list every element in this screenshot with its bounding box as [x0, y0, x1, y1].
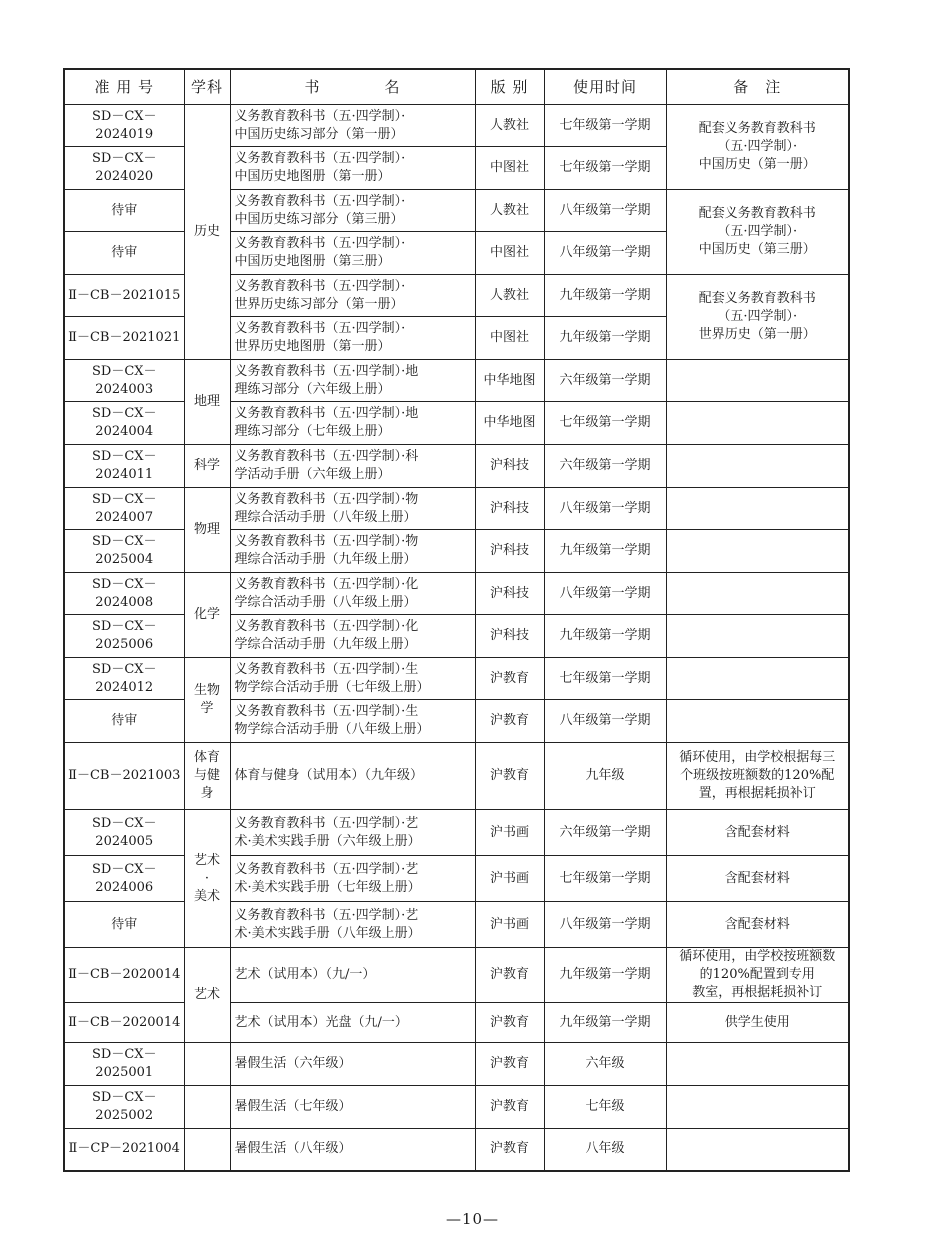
- remark-cell: [666, 700, 849, 743]
- remark-cell: 含配套材料: [666, 810, 849, 856]
- publisher-cell: 人教社: [475, 190, 544, 232]
- usage-period-cell: 七年级第一学期: [544, 147, 666, 190]
- book-title-cell: 义务教育教科书（五·四学制）·化 学综合活动手册（八年级上册）: [230, 573, 475, 615]
- table-row: [64, 1086, 849, 1129]
- subject-cell: [184, 1043, 230, 1086]
- subject-cell: 物理: [184, 488, 230, 573]
- remark-cell: [666, 573, 849, 615]
- approval-code-cell: 待审: [64, 190, 184, 232]
- book-title-cell: 义务教育教科书（五·四学制）· 中国历史练习部分（第一册）: [230, 105, 475, 147]
- subject-cell: 化学: [184, 573, 230, 658]
- usage-period-cell: 八年级: [544, 1129, 666, 1171]
- book-title-cell: 体育与健身（试用本）（九年级）: [230, 743, 475, 810]
- table-row: [64, 743, 849, 810]
- remark-cell: [666, 530, 849, 573]
- approval-code-cell: SD－CX－2025002: [64, 1086, 184, 1129]
- approval-code-cell: SD－CX－2024019: [64, 105, 184, 147]
- book-title-cell: 义务教育教科书（五·四学制）· 中国历史地图册（第一册）: [230, 147, 475, 190]
- usage-period-cell: 九年级第一学期: [544, 530, 666, 573]
- table-row: [64, 856, 849, 902]
- table-row: [64, 105, 849, 147]
- publisher-cell: 沪教育: [475, 743, 544, 810]
- book-title-cell: 义务教育教科书（五·四学制）·科 学活动手册（六年级上册）: [230, 445, 475, 488]
- approval-code-cell: Ⅱ－CB－2021015: [64, 275, 184, 317]
- publisher-cell: 中图社: [475, 317, 544, 360]
- publisher-cell: 沪书画: [475, 856, 544, 902]
- approval-code-cell: SD－CX－2024012: [64, 658, 184, 700]
- approval-code-cell: SD－CX－2024020: [64, 147, 184, 190]
- usage-period-cell: 七年级: [544, 1086, 666, 1129]
- publisher-cell: 沪书画: [475, 810, 544, 856]
- publisher-cell: 中图社: [475, 232, 544, 275]
- publisher-cell: 沪教育: [475, 658, 544, 700]
- table-row: [64, 615, 849, 658]
- publisher-cell: 沪科技: [475, 573, 544, 615]
- approval-code-cell: 待审: [64, 700, 184, 743]
- approval-code-cell: SD－CX－2024004: [64, 402, 184, 445]
- usage-period-cell: 六年级: [544, 1043, 666, 1086]
- publisher-cell: 沪书画: [475, 902, 544, 948]
- approval-code-cell: SD－CX－2025004: [64, 530, 184, 573]
- approval-code-cell: SD－CX－2024006: [64, 856, 184, 902]
- book-title-cell: 义务教育教科书（五·四学制）·艺 术·美术实践手册（七年级上册）: [230, 856, 475, 902]
- usage-period-cell: 八年级第一学期: [544, 700, 666, 743]
- subject-cell: 历史: [184, 105, 230, 360]
- approval-code-cell: SD－CX－2024008: [64, 573, 184, 615]
- approval-code-cell: Ⅱ－CB－2021021: [64, 317, 184, 360]
- publisher-cell: 中图社: [475, 147, 544, 190]
- subject-cell: 艺术: [184, 948, 230, 1043]
- remark-cell: 配套义务教育教科书 （五·四学制）· 世界历史（第一册）: [666, 275, 849, 360]
- publisher-cell: 沪教育: [475, 1129, 544, 1171]
- approval-code-cell: SD－CX－2024011: [64, 445, 184, 488]
- remark-cell: [666, 402, 849, 445]
- approval-code-cell: 待审: [64, 902, 184, 948]
- usage-period-cell: 六年级第一学期: [544, 810, 666, 856]
- table-row: [64, 190, 849, 232]
- table-row: [64, 700, 849, 743]
- approval-code-cell: Ⅱ－CB－2021003: [64, 743, 184, 810]
- header-note: 备 注: [666, 69, 849, 105]
- publisher-cell: 沪教育: [475, 1086, 544, 1129]
- subject-cell: 科学: [184, 445, 230, 488]
- approval-code-cell: Ⅱ－CB－2020014: [64, 1003, 184, 1043]
- table-row: [64, 530, 849, 573]
- usage-period-cell: 七年级第一学期: [544, 402, 666, 445]
- table-row: [64, 488, 849, 530]
- book-title-cell: 艺术（试用本）（九/一）: [230, 948, 475, 1003]
- usage-period-cell: 九年级第一学期: [544, 615, 666, 658]
- publisher-cell: 人教社: [475, 275, 544, 317]
- usage-period-cell: 九年级第一学期: [544, 948, 666, 1003]
- book-title-cell: 义务教育教科书（五·四学制）· 世界历史地图册（第一册）: [230, 317, 475, 360]
- table-row: [64, 810, 849, 856]
- textbook-catalog-table: [63, 68, 850, 1172]
- book-title-cell: 暑假生活（八年级）: [230, 1129, 475, 1171]
- usage-period-cell: 八年级第一学期: [544, 488, 666, 530]
- book-title-cell: 暑假生活（六年级）: [230, 1043, 475, 1086]
- subject-cell: [184, 1086, 230, 1129]
- book-title-cell: 义务教育教科书（五·四学制）·艺 术·美术实践手册（六年级上册）: [230, 810, 475, 856]
- publisher-cell: 人教社: [475, 105, 544, 147]
- remark-cell: 配套义务教育教科书 （五·四学制）· 中国历史（第三册）: [666, 190, 849, 275]
- remark-cell: [666, 445, 849, 488]
- publisher-cell: 中华地图: [475, 360, 544, 402]
- remark-cell: [666, 1086, 849, 1129]
- book-title-cell: 义务教育教科书（五·四学制）·化 学综合活动手册（九年级上册）: [230, 615, 475, 658]
- usage-period-cell: 八年级第一学期: [544, 190, 666, 232]
- table-row: [64, 1129, 849, 1171]
- subject-cell: 生物 学: [184, 658, 230, 743]
- header-subject: 学科: [184, 69, 230, 105]
- book-title-cell: 暑假生活（七年级）: [230, 1086, 475, 1129]
- book-title-cell: 义务教育教科书（五·四学制）·物 理综合活动手册（九年级上册）: [230, 530, 475, 573]
- header-edition: 版 别: [475, 69, 544, 105]
- remark-cell: 含配套材料: [666, 902, 849, 948]
- header-usage: 使用时间: [544, 69, 666, 105]
- table-row: [64, 445, 849, 488]
- remark-cell: 循环使用，由学校按班额数 的120%配置到专用 教室，再根据耗损补订: [666, 948, 849, 1003]
- table-row: [64, 573, 849, 615]
- table-row: [64, 902, 849, 948]
- publisher-cell: 沪教育: [475, 700, 544, 743]
- remark-cell: [666, 615, 849, 658]
- remark-cell: [666, 658, 849, 700]
- subject-cell: [184, 1129, 230, 1171]
- usage-period-cell: 八年级第一学期: [544, 573, 666, 615]
- usage-period-cell: 七年级第一学期: [544, 856, 666, 902]
- usage-period-cell: 六年级第一学期: [544, 445, 666, 488]
- table-row: [64, 402, 849, 445]
- remark-cell: [666, 488, 849, 530]
- usage-period-cell: 八年级第一学期: [544, 902, 666, 948]
- approval-code-cell: 待审: [64, 232, 184, 275]
- usage-period-cell: 九年级: [544, 743, 666, 810]
- subject-cell: 地理: [184, 360, 230, 445]
- table-row: [64, 1043, 849, 1086]
- header-title: 书 名: [230, 69, 475, 105]
- usage-period-cell: 七年级第一学期: [544, 658, 666, 700]
- remark-cell: [666, 1129, 849, 1171]
- publisher-cell: 沪教育: [475, 1003, 544, 1043]
- remark-cell: 配套义务教育教科书 （五·四学制）· 中国历史（第一册）: [666, 105, 849, 190]
- approval-code-cell: SD－CX－2024005: [64, 810, 184, 856]
- publisher-cell: 沪科技: [475, 445, 544, 488]
- book-title-cell: 义务教育教科书（五·四学制）· 世界历史练习部分（第一册）: [230, 275, 475, 317]
- table-body: [64, 105, 849, 1171]
- usage-period-cell: 九年级第一学期: [544, 275, 666, 317]
- table-row: [64, 1003, 849, 1043]
- remark-cell: 供学生使用: [666, 1003, 849, 1043]
- usage-period-cell: 九年级第一学期: [544, 317, 666, 360]
- page-number: —10—: [445, 1210, 500, 1228]
- table-row: [64, 658, 849, 700]
- header-code: 准 用 号: [64, 69, 184, 105]
- book-title-cell: 艺术（试用本）光盘（九/一）: [230, 1003, 475, 1043]
- approval-code-cell: SD－CX－2025006: [64, 615, 184, 658]
- publisher-cell: 中华地图: [475, 402, 544, 445]
- approval-code-cell: Ⅱ－CP－2021004: [64, 1129, 184, 1171]
- approval-code-cell: SD－CX－2024007: [64, 488, 184, 530]
- book-title-cell: 义务教育教科书（五·四学制）·生 物学综合活动手册（八年级上册）: [230, 700, 475, 743]
- approval-code-cell: SD－CX－2024003: [64, 360, 184, 402]
- publisher-cell: 沪科技: [475, 615, 544, 658]
- book-title-cell: 义务教育教科书（五·四学制）· 中国历史练习部分（第三册）: [230, 190, 475, 232]
- remark-cell: 含配套材料: [666, 856, 849, 902]
- usage-period-cell: 九年级第一学期: [544, 1003, 666, 1043]
- publisher-cell: 沪科技: [475, 488, 544, 530]
- book-title-cell: 义务教育教科书（五·四学制）·艺 术·美术实践手册（八年级上册）: [230, 902, 475, 948]
- table-row: [64, 275, 849, 317]
- table-row: [64, 948, 849, 1003]
- table-row: [64, 360, 849, 402]
- remark-cell: [666, 360, 849, 402]
- usage-period-cell: 七年级第一学期: [544, 105, 666, 147]
- usage-period-cell: 六年级第一学期: [544, 360, 666, 402]
- publisher-cell: 沪教育: [475, 1043, 544, 1086]
- book-title-cell: 义务教育教科书（五·四学制）· 中国历史地图册（第三册）: [230, 232, 475, 275]
- header-row: [64, 69, 849, 105]
- book-title-cell: 义务教育教科书（五·四学制）·地 理练习部分（七年级上册）: [230, 402, 475, 445]
- book-title-cell: 义务教育教科书（五·四学制）·生 物学综合活动手册（七年级上册）: [230, 658, 475, 700]
- remark-cell: [666, 1043, 849, 1086]
- book-title-cell: 义务教育教科书（五·四学制）·地 理练习部分（六年级上册）: [230, 360, 475, 402]
- remark-cell: 循环使用，由学校根据每三 个班级按班额数的120%配 置，再根据耗损补订: [666, 743, 849, 810]
- subject-cell: 体育 与健 身: [184, 743, 230, 810]
- approval-code-cell: SD－CX－2025001: [64, 1043, 184, 1086]
- publisher-cell: 沪科技: [475, 530, 544, 573]
- publisher-cell: 沪教育: [475, 948, 544, 1003]
- book-title-cell: 义务教育教科书（五·四学制）·物 理综合活动手册（八年级上册）: [230, 488, 475, 530]
- usage-period-cell: 八年级第一学期: [544, 232, 666, 275]
- approval-code-cell: Ⅱ－CB－2020014: [64, 948, 184, 1003]
- subject-cell: 艺术 · 美术: [184, 810, 230, 948]
